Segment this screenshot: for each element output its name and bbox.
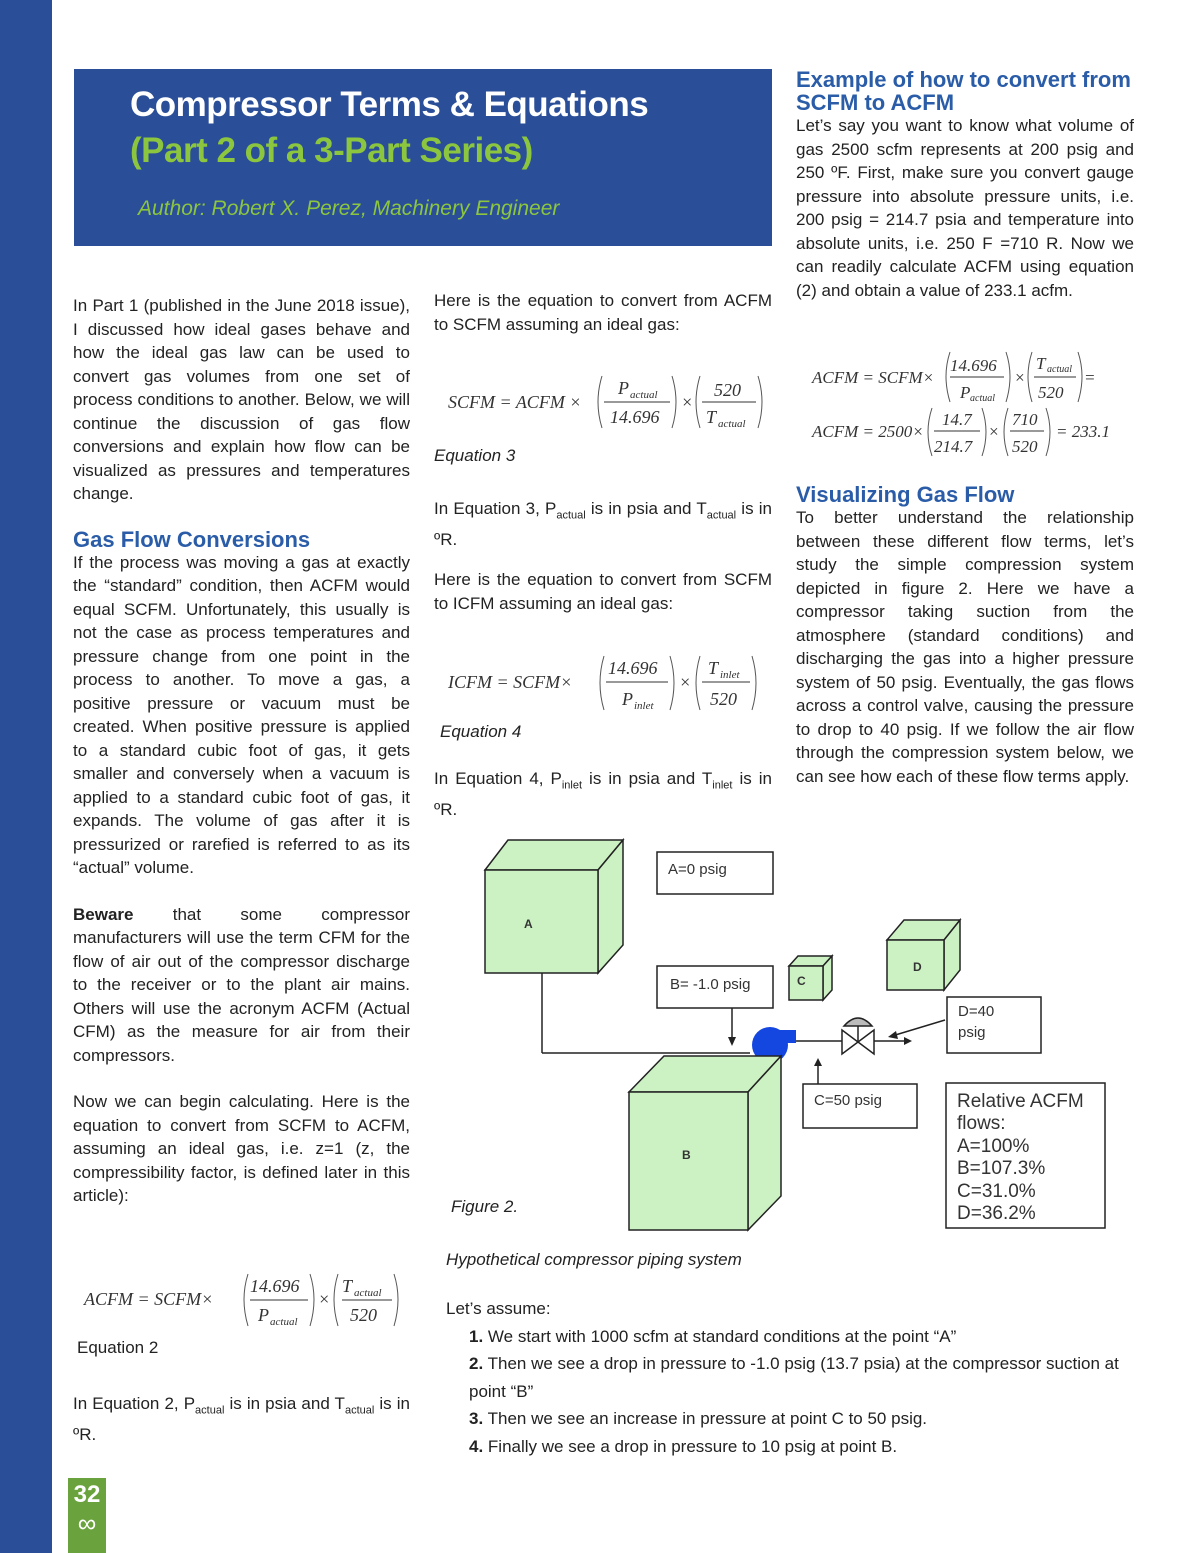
heading-gas-flow-conversions: Gas Flow Conversions [73, 526, 311, 552]
left-sidebar-bar [0, 0, 52, 1553]
calc-paragraph: Now we can begin calculating. Here is the equation to convert from SCFM to ACFM, assuming an ideal gas, i.e. z=1 (z, the compressibility factor, is defined later in this article): [73, 1092, 410, 1205]
eq3-caption: Equation 3 [434, 446, 516, 465]
box-d-line1: D=40 [958, 1003, 995, 1020]
ex2-n2: 710 [1012, 410, 1038, 429]
step-1: 1. We start with 1000 scfm at standard conditions at the point “A” [469, 1326, 957, 1346]
assume-block [446, 1297, 1126, 1460]
eq3-lhs: SCFM = ACFM × [448, 392, 582, 412]
svg-text:×: × [681, 392, 694, 412]
article-author: Author: Robert X. Perez, Machinery Engineer [138, 197, 560, 220]
heading-example: Example of how to convert from SCFM to ACFM [796, 67, 1131, 115]
tank-d [887, 920, 960, 990]
equation-4 [444, 650, 774, 718]
column-2-top [434, 289, 772, 336]
tank-b-label: B [682, 1148, 691, 1162]
svg-text:×: × [679, 672, 692, 692]
ex1-tail: = [1084, 368, 1096, 387]
ex1-lhs: ACFM = SCFM× [812, 368, 935, 387]
page-number-badge [68, 1478, 106, 1553]
eq2-n2: T [342, 1276, 353, 1296]
rel-flow-c: C=31.0% [957, 1181, 1036, 1202]
beware-paragraph [73, 903, 410, 1068]
eq2-d1sub: actual [270, 1316, 298, 1328]
rel-flow-d: D=36.2% [957, 1203, 1036, 1224]
beware-bold: Beware [73, 904, 134, 924]
tank-c [789, 956, 832, 1000]
eq4-d1sub: inlet [634, 700, 654, 712]
step-3: 3. Then we see an increase in pressure at point C to 50 psig. [469, 1409, 928, 1428]
control-valve-icon [842, 1018, 874, 1054]
equation-2 [80, 1266, 410, 1336]
column-1 [73, 294, 410, 1208]
ex1-n2sub: actual [1047, 364, 1072, 375]
step-4: 4. Finally we see a drop in pressure to 10 psig at point B. [469, 1436, 898, 1456]
article-subtitle: (Part 2 of a 3-Part Series) [130, 131, 533, 170]
tank-a [485, 840, 623, 973]
eq4-note: In Equation 4, $P_{inlet}$ is in psia and $T_{inlet}$ is in ºR. [434, 769, 772, 819]
eq4-n1: 14.696 [608, 658, 658, 678]
ex2-n1: 14.7 [942, 410, 972, 429]
heading-visualizing: Visualizing Gas Flow [796, 482, 1015, 507]
ex2-lhs: ACFM = 2500× [812, 422, 924, 441]
assume-intro: Let’s assume: [446, 1299, 551, 1318]
visualizing-paragraph: To better understand the relationship between these different flow terms, let’s study the simple compression system depicted in figure 2. Here we have a compressor taking suction from the atmosphere (standard conditions) and discharging the gas into a higher pressure system of 50 psig. Eventually, the gas flows across a control valve, causing the pressure to drop to 40 psig. If we follow the air flow through the compression system below, we can see how each of these flow terms apply. [796, 508, 1134, 786]
eq4-caption: Equation 4 [440, 722, 522, 741]
ex2-d2: 520 [1012, 437, 1038, 456]
box-b-label: B= -1.0 psig [670, 976, 751, 993]
tank-a-label: A [524, 917, 533, 931]
ex2-tail: = 233.1 [1056, 422, 1110, 441]
eq3-n2: 520 [714, 380, 741, 400]
rel-flow-a: A=100% [957, 1136, 1030, 1157]
eq4-n2sub: inlet [720, 669, 740, 681]
step-2: 2. Then we see a drop in pressure to -1.0 psig (13.7 psia) at the compressor suction at point “B” [469, 1354, 1119, 1401]
example-equations [808, 346, 1138, 466]
equation-3 [444, 370, 774, 436]
rel-flow-b: B=107.3% [957, 1158, 1046, 1179]
eq2-n1: 14.696 [250, 1276, 300, 1296]
figure-2-diagram [440, 830, 1140, 1240]
ex2-d1: 214.7 [934, 437, 973, 456]
ex1-d1sub: actual [970, 393, 995, 404]
eq2-d1: P [258, 1305, 269, 1325]
column-3-bottom [796, 483, 1134, 788]
scfm-to-icfm-block [434, 568, 772, 615]
eq4-d1: P [622, 689, 633, 709]
eq4-d2: 520 [710, 689, 737, 709]
eq2-d2: 520 [350, 1305, 377, 1325]
ex1-d1: P [960, 383, 971, 402]
eq3-d2sub: actual [718, 418, 746, 430]
example-paragraph: Let’s say you want to know what volume of gas 2500 scfm represents at 200 psig and 250 ºF. First, make sure you convert gauge pressure into absolute pressure units, i.e. 200 psig = 214.7 psia and temperature into absolute units, i.e. 250 F =710 R. Now we can readily calculate ACFM using equation (2) and obtain a value of 233.1 acfm. [796, 116, 1134, 300]
assume-steps [469, 1323, 1126, 1461]
eq2-n2sub: actual [354, 1287, 382, 1299]
scfm-to-icfm-paragraph: Here is the equation to convert from SCFM to ICFM assuming an ideal gas: [434, 570, 772, 613]
beware-text: that some compressor manufacturers will use the term CFM for the flow of air out of the compressor discharge to the receiver or to the plant air mains. Others will use the acronym ACFM (Actual CFM) as the measure for air from their compressors. [73, 904, 410, 1065]
eq3-d1: 14.696 [610, 407, 660, 427]
tank-c-label: C [797, 974, 806, 988]
eq4-n2: T [708, 658, 719, 678]
eq3-n1: P [618, 378, 629, 398]
tank-d-label: D [913, 960, 922, 974]
intro-paragraph: In Part 1 (published in the June 2018 issue), I discussed how ideal gases behave and how the ideal gas law can be used to convert gas volumes from one set of process conditions to another. Below, we will continue the discussion of gas flow conversions and explain how flow can be visualized as pressures and temperatures change. [73, 296, 410, 503]
box-a-label: A=0 psig [668, 861, 727, 878]
page-number: 32 [73, 1481, 101, 1508]
title-banner [74, 69, 772, 246]
rel-flows-title1: Relative ACFM [957, 1091, 1084, 1112]
figure-caption: Hypothetical compressor piping system [446, 1250, 742, 1269]
eq2-note: In Equation 2, $P_{actual}$ is in psia and $T_{actual}$ is in ºR. [73, 1394, 410, 1444]
ex1-n2: T [1036, 354, 1046, 373]
infinity-icon: ∞ [77, 1508, 97, 1538]
eq2-lhs: ACFM = SCFM× [84, 1289, 214, 1309]
rel-flows-title2: flows: [957, 1113, 1006, 1134]
article-title: Compressor Terms & Equations [130, 85, 649, 124]
ex1-n1: 14.696 [950, 356, 997, 375]
svg-text:×: × [988, 422, 1000, 441]
box-d-line2: psig [958, 1024, 986, 1041]
ex1-d2: 520 [1038, 383, 1064, 402]
eq2-caption: Equation 2 [77, 1338, 159, 1357]
eq3-note: In Equation 3, $P_{actual}$ is in psia and $T_{actual}$ is in ºR. [434, 499, 772, 549]
eq3-n1sub: actual [630, 389, 658, 401]
box-c-label: C=50 psig [814, 1092, 882, 1109]
svg-text:×: × [318, 1289, 331, 1309]
eq4-lhs: ICFM = SCFM× [448, 672, 573, 692]
column-3-top [796, 68, 1134, 302]
conversions-paragraph: If the process was moving a gas at exactly the “standard” condition, then ACFM would equal SCFM. Unfortunately, this usually is not the case as process temperatures and pressure change from one point in the process to another. To move a gas, a positive pressure or vacuum must be created. When positive pressure is applied to a standard cubic foot of gas, it gets smaller and conversely when a vacuum is applied to a standard cubic foot of gas, it expands. The volume of gas after it is pressurized or rarefied is referred to as its “actual” volume. [73, 552, 410, 877]
eq3-d2: T [706, 407, 717, 427]
figure-label: Figure 2. [451, 1197, 519, 1216]
acfm-to-scfm-paragraph: Here is the equation to convert from ACFM to SCFM assuming an ideal gas: [434, 291, 772, 334]
tank-b [629, 1056, 781, 1230]
svg-text:×: × [1014, 368, 1026, 387]
